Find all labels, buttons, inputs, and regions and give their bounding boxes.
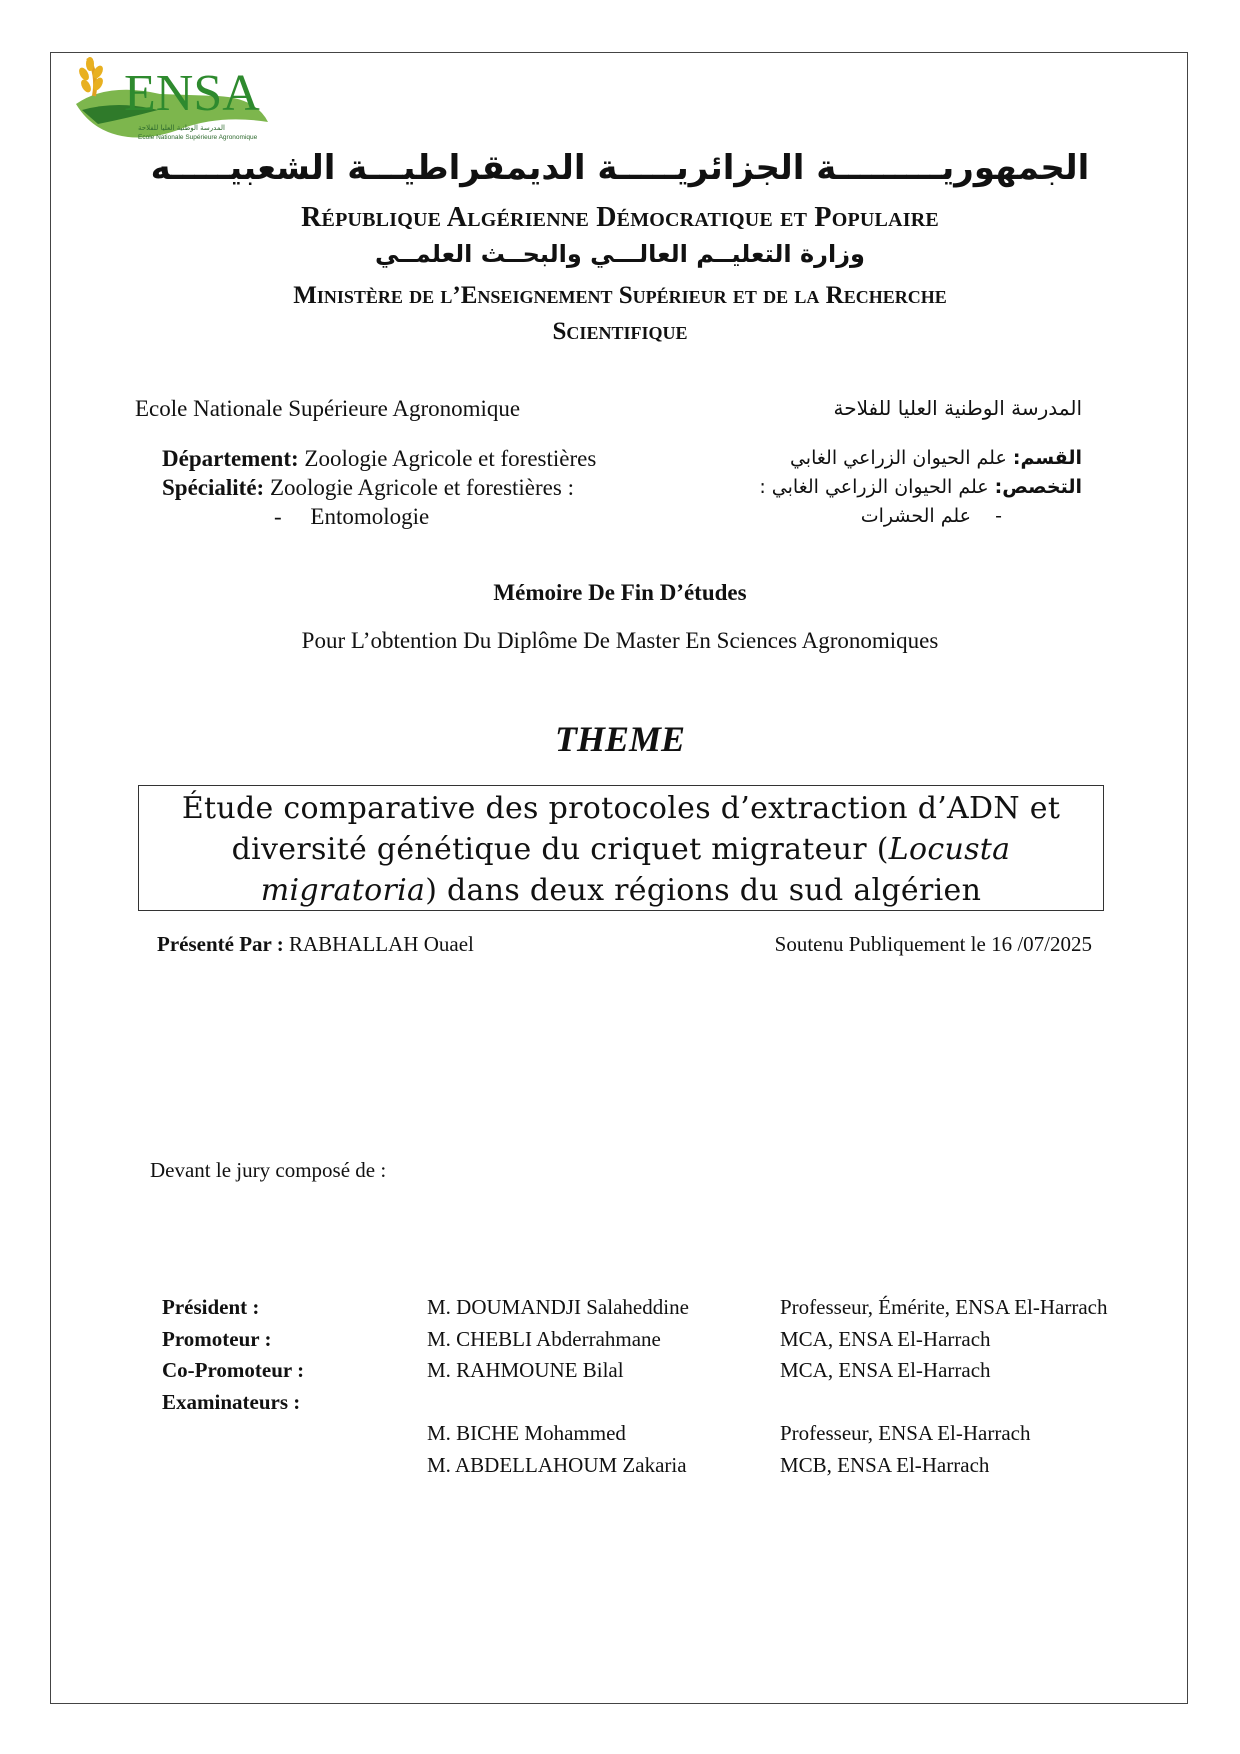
jury-role: Promoteur : <box>162 1326 272 1351</box>
jury-intro: Devant le jury composé de : <box>150 1158 387 1182</box>
department-value-arabic: علم الحيوان الزراعي الغابي <box>789 447 1013 469</box>
theme-label: THEME <box>554 719 686 759</box>
french-republic-title: République Algérienne Démocratique et Populaire <box>301 202 939 233</box>
memoire-title: Mémoire De Fin D’études <box>493 580 747 605</box>
option-line-arabic: - علم الحشرات <box>860 505 1002 527</box>
theme-species: Locusta migratoria <box>260 832 1011 908</box>
school-name-arabic: المدرسة الوطنية العليا للفلاحة <box>833 396 1082 420</box>
department-label-arabic: القسم: <box>1012 447 1082 469</box>
presented-by-label: Présenté Par : <box>157 932 284 956</box>
option-line: - Entomologie <box>274 504 430 529</box>
specialty-label: Spécialité: <box>162 475 265 500</box>
specialty-line <box>162 473 596 502</box>
jury-role: Examinateurs : <box>162 1389 301 1414</box>
department-french <box>162 444 596 531</box>
jury-role: Co-Promoteur : <box>162 1358 305 1382</box>
jury-name: M. BICHE Mohammed <box>427 1421 626 1445</box>
theme-text-part2: ) dans deux régions du sud algérien <box>425 873 982 908</box>
school-name-french: Ecole Nationale Supérieure Agronomique <box>135 396 521 421</box>
jury-affiliation: Professeur, ENSA El-Harrach <box>780 1421 1031 1445</box>
logo-arabic: المدرسة الوطنية العليا للفلاحة <box>138 124 225 132</box>
department-arabic <box>759 444 1082 531</box>
defense-date: Soutenu Publiquement le 16 /07/2025 <box>774 932 1092 956</box>
jury-name: M. ABDELLAHOUM Zakaria <box>427 1452 687 1477</box>
specialty-value: Zoologie Agricole et forestières : <box>264 475 574 500</box>
jury-affiliation: MCA, ENSA El-Harrach <box>780 1358 991 1382</box>
department-label: Département: <box>162 446 299 471</box>
jury-affiliation: Professeur, Émérite, ENSA El-Harrach <box>780 1295 1108 1319</box>
ensa-logo <box>68 52 288 152</box>
theme-text-part1: Étude comparative des protocoles d’extraction d’ADN et diversité génétique du criquet migrateur ( <box>181 791 1061 867</box>
logo-wordmark: ENSA <box>124 65 260 122</box>
jury-affiliation: MCB, ENSA El-Harrach <box>780 1452 990 1477</box>
french-ministry-line1: Ministère de l’Enseignement Supérieur et de la Recherche <box>293 282 947 309</box>
presented-by-name: RABHALLAH Ouael <box>283 932 474 956</box>
french-ministry <box>0 278 1240 350</box>
jury-name: M. DOUMANDJI Salaheddine <box>427 1295 689 1319</box>
theme-box <box>138 785 1104 911</box>
jury-name: M. RAHMOUNE Bilal <box>427 1358 624 1382</box>
obtention-line: Pour L’obtention Du Diplôme De Master En Sciences Agronomiques <box>301 628 939 653</box>
jury-role: Président : <box>162 1295 260 1319</box>
presented-by <box>157 932 474 957</box>
arabic-republic-title: الجمهوريـــــــــة الجزائريـــــة الديمقراطيـــة الشعبيـــــه <box>150 148 1090 188</box>
arabic-ministry: وزارة التعليــم العالـــي والبحــث العلمــي <box>375 240 865 268</box>
department-value: Zoologie Agricole et forestières <box>298 446 597 471</box>
specialty-label-arabic: التخصص: <box>994 476 1082 498</box>
specialty-value-arabic: علم الحيوان الزراعي الغابي : <box>759 476 995 498</box>
department-line <box>162 444 596 473</box>
french-ministry-line2: Scientifique <box>552 318 688 345</box>
jury-name: M. CHEBLI Abderrahmane <box>427 1326 661 1351</box>
specialty-line-arabic <box>759 473 1082 502</box>
logo-subtitle: Ecole Nationale Supérieure Agronomique <box>138 134 258 141</box>
jury-affiliation: MCA, ENSA El-Harrach <box>780 1326 991 1351</box>
department-line-arabic <box>759 444 1082 473</box>
